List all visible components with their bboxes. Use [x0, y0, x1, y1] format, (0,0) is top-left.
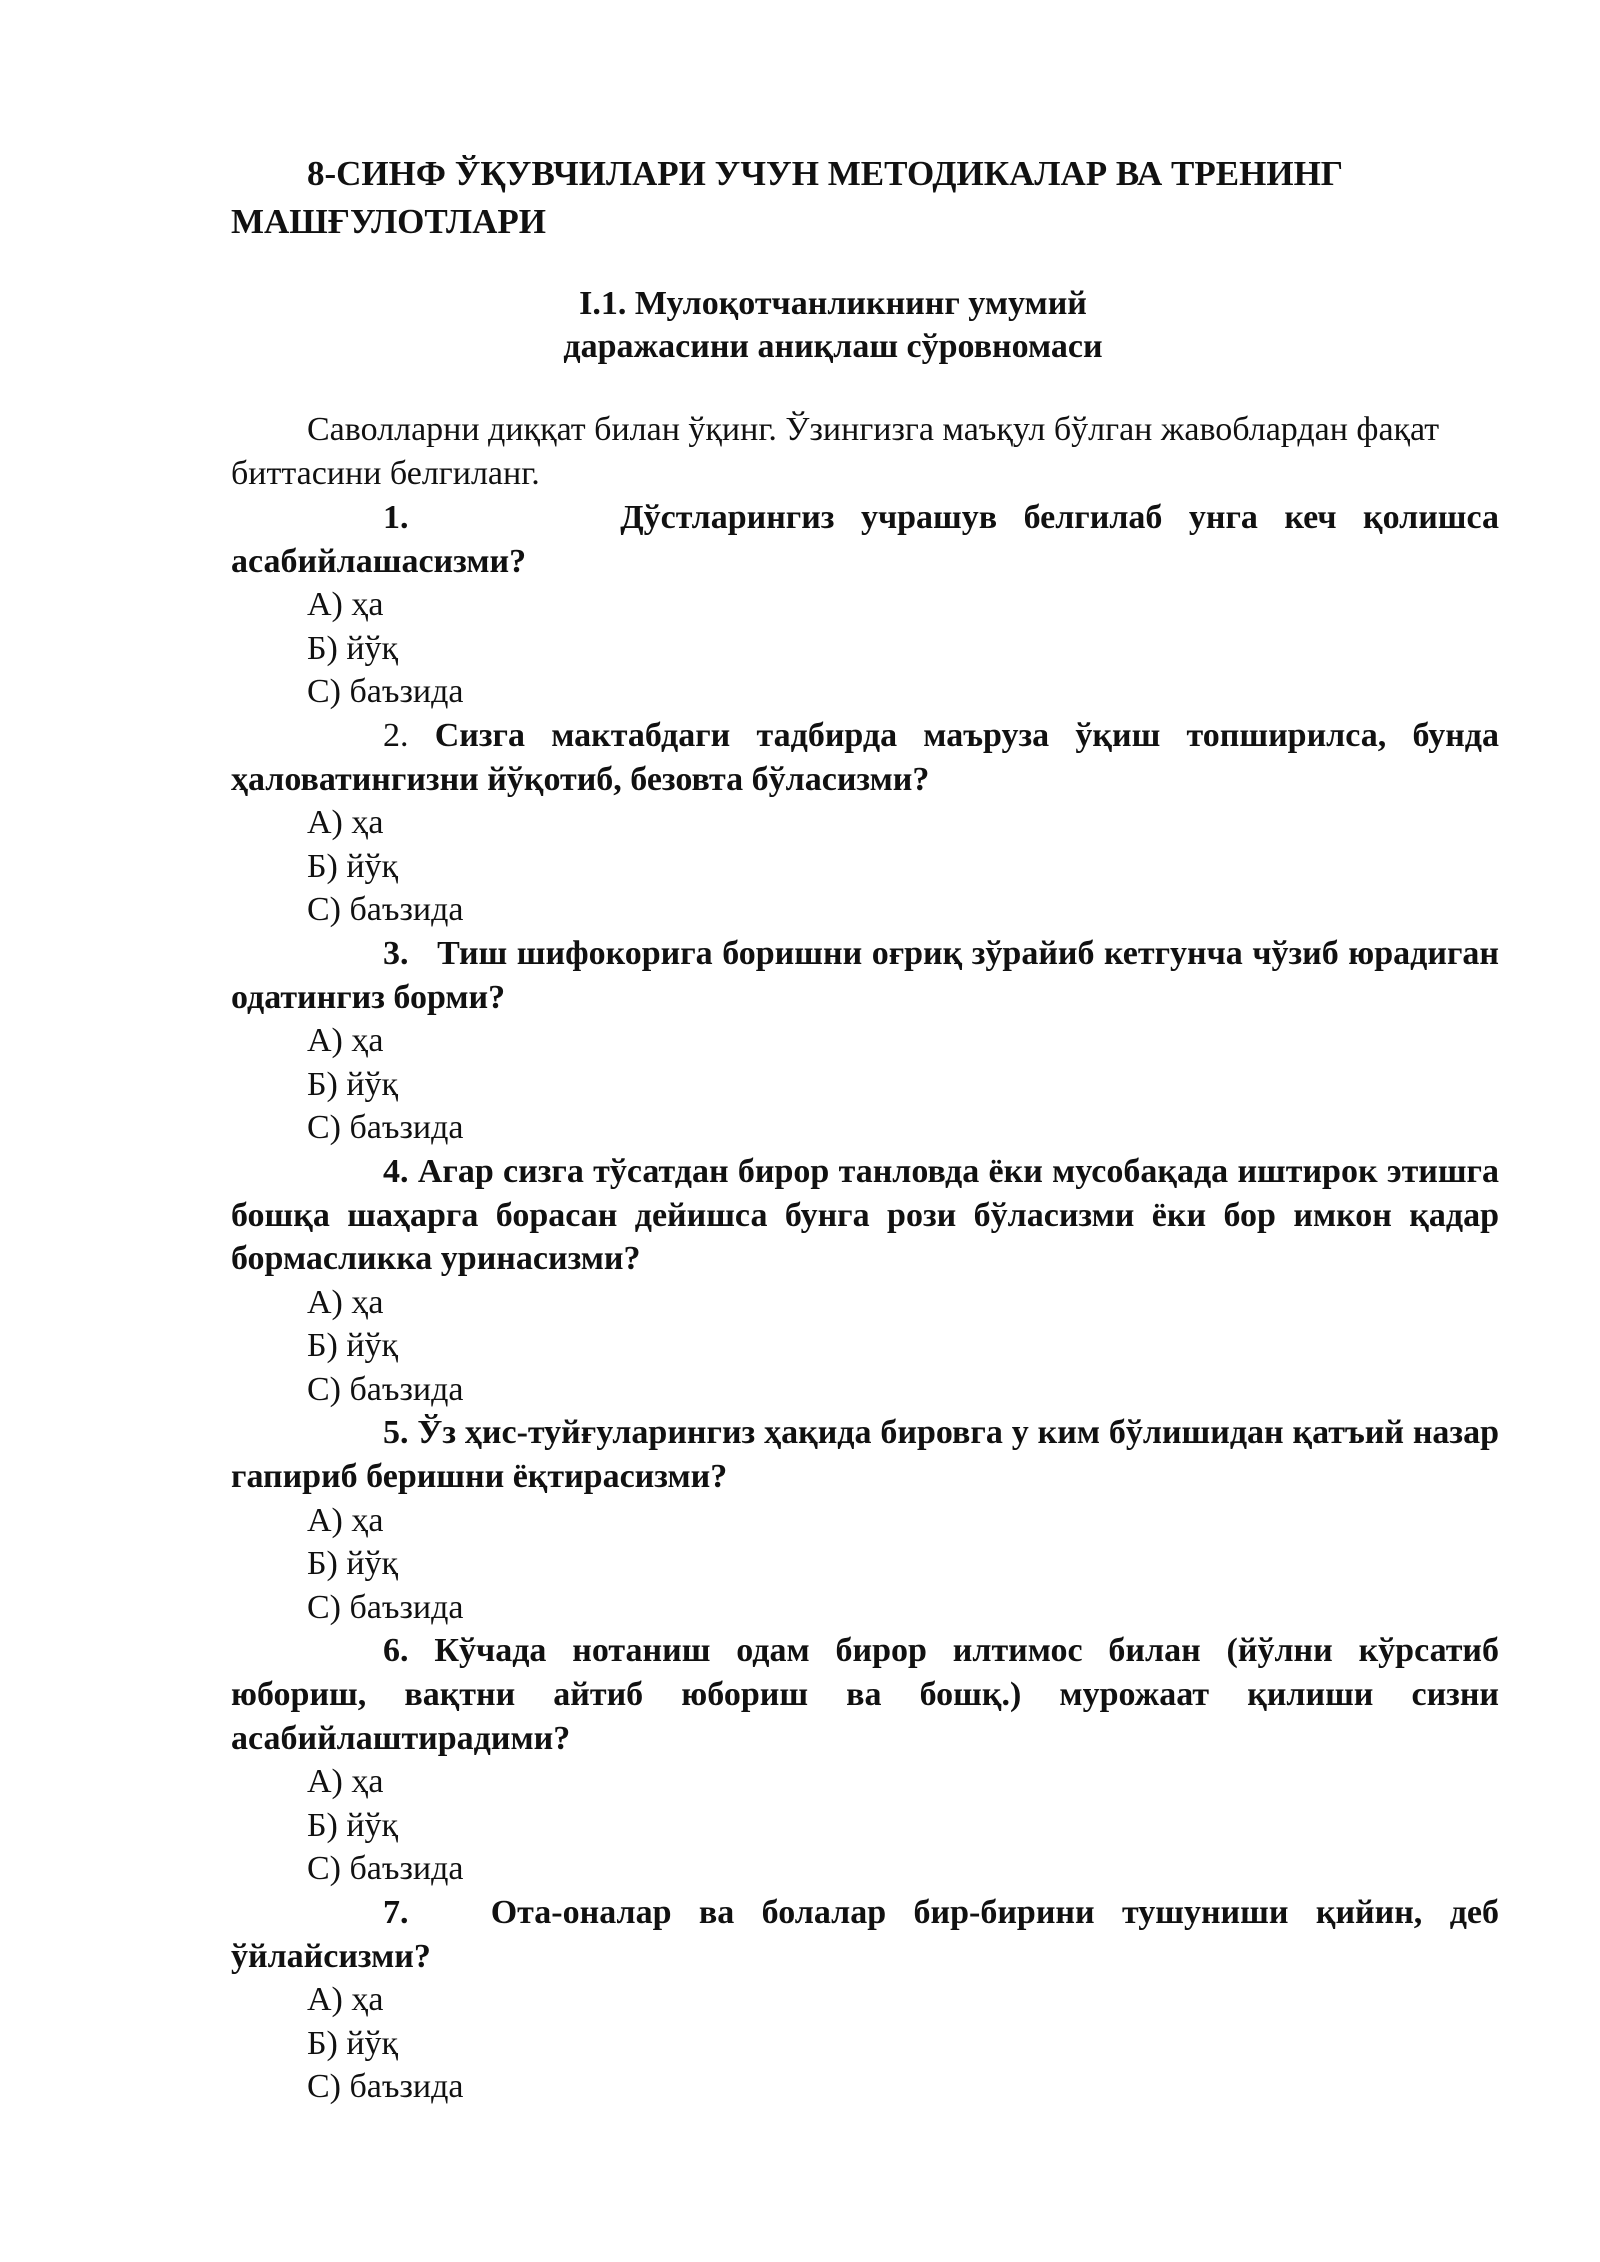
- answer-option[interactable]: Б) йўқ: [307, 847, 399, 885]
- question-text: Кўчада нотаниш одам бирор илтимос билан (йўлни кўрсатиб юбориш, вақтни айтиб юбориш ва бошқ.) мурожаат қилиши сизни асабийлаштирадими?: [231, 1632, 1499, 1757]
- answer-option[interactable]: С) баъзида: [307, 1109, 464, 1147]
- question-4: [231, 1150, 1499, 1281]
- answer-option[interactable]: Б) йўқ: [307, 2024, 399, 2062]
- question-6: [231, 1629, 1499, 1760]
- question-7: [231, 1891, 1499, 1978]
- question-3: [231, 932, 1499, 1019]
- answer-option[interactable]: С) баъзида: [307, 1850, 464, 1888]
- question-number: 4.: [383, 1152, 409, 1190]
- question-number: 7.: [383, 1894, 409, 1931]
- answer-option[interactable]: Б) йўқ: [307, 1806, 399, 1844]
- answer-option[interactable]: А) ҳа: [307, 1981, 384, 2019]
- answer-option[interactable]: А) ҳа: [307, 804, 384, 842]
- document-content: [231, 150, 1499, 2109]
- answer-option[interactable]: А) ҳа: [307, 1283, 384, 1321]
- question-1: [231, 496, 1499, 583]
- question-5: [231, 1411, 1499, 1498]
- question-text: Агар сизга тўсатдан бирор танловда ёки мусобақада иштирок этишга бошқа шаҳарга борасан дейишса бунга рози бўласизми ёки бор имкон қадар бормасликка уринасизми?: [231, 1152, 1499, 1278]
- question-text: Ўз ҳис-туйғуларингиз ҳақида бировга у ким бўлишидан қатъий назар гапириб беришни ёқтирасизми?: [231, 1414, 1500, 1496]
- document-title: 8-СИНФ ЎҚУВЧИЛАРИ УЧУН МЕТОДИКАЛАР ВА ТРЕНИНГ МАШҒУЛОТЛАРИ: [231, 154, 1344, 241]
- answer-options: [231, 1760, 1499, 1891]
- question-number: 5.: [383, 1414, 409, 1452]
- answer-option[interactable]: Б) йўқ: [307, 629, 399, 667]
- answer-option[interactable]: А) ҳа: [307, 1022, 384, 1060]
- question-number: 6.: [383, 1632, 409, 1670]
- answer-option[interactable]: А) ҳа: [307, 586, 384, 624]
- answer-option[interactable]: Б) йўқ: [307, 1545, 399, 1583]
- answer-options: [231, 583, 1499, 714]
- answer-option[interactable]: А) ҳа: [307, 1763, 384, 1801]
- answer-options: [231, 1281, 1499, 1412]
- question-text: Ота-оналар ва болалар бир-бирини тушуниши қийин, деб ўйлайсизми?: [231, 1894, 1499, 1975]
- answer-option[interactable]: С) баъзида: [307, 1588, 464, 1626]
- question-number: 2.: [383, 716, 409, 754]
- answer-option[interactable]: С) баъзида: [307, 673, 464, 711]
- answer-option[interactable]: С) баъзида: [307, 1370, 464, 1408]
- instructions-paragraph: Саволларни диққат билан ўқинг. Ўзингизга маъқул бўлган жавоблардан фақат биттасини белгиланг.: [231, 411, 1440, 492]
- answer-options: [231, 801, 1499, 932]
- question-list: [231, 496, 1499, 2109]
- answer-options: [231, 1978, 1499, 2109]
- answer-options: [231, 1019, 1499, 1150]
- answer-option[interactable]: Б) йўқ: [307, 1327, 399, 1365]
- answer-option[interactable]: А) ҳа: [307, 1501, 384, 1539]
- question-text: Сизга мактабдаги тадбирда маъруза ўқиш топширилса, бунда ҳаловатингизни йўқотиб, безовта бўласизми?: [231, 716, 1500, 798]
- question-number: 1.: [383, 499, 409, 536]
- answer-option[interactable]: С) баъзида: [307, 891, 464, 929]
- question-number: 3.: [383, 934, 409, 972]
- question-2: [231, 714, 1499, 801]
- question-text: Дўстларингиз учрашув белгилаб унга кеч қолишса асабийлашасизми?: [231, 499, 1500, 580]
- answer-options: [231, 1499, 1499, 1630]
- answer-option[interactable]: Б) йўқ: [307, 1065, 399, 1103]
- question-text: Тиш шифокорига боришни оғриқ зўрайиб кетгунча чўзиб юрадиган одатингиз борми?: [231, 934, 1500, 1016]
- document-subtitle: I.1. Мулоқотчанликнинг умумий даражасини аниқлаш сўровномаси: [563, 285, 1103, 365]
- answer-option[interactable]: С) баъзида: [307, 2068, 464, 2106]
